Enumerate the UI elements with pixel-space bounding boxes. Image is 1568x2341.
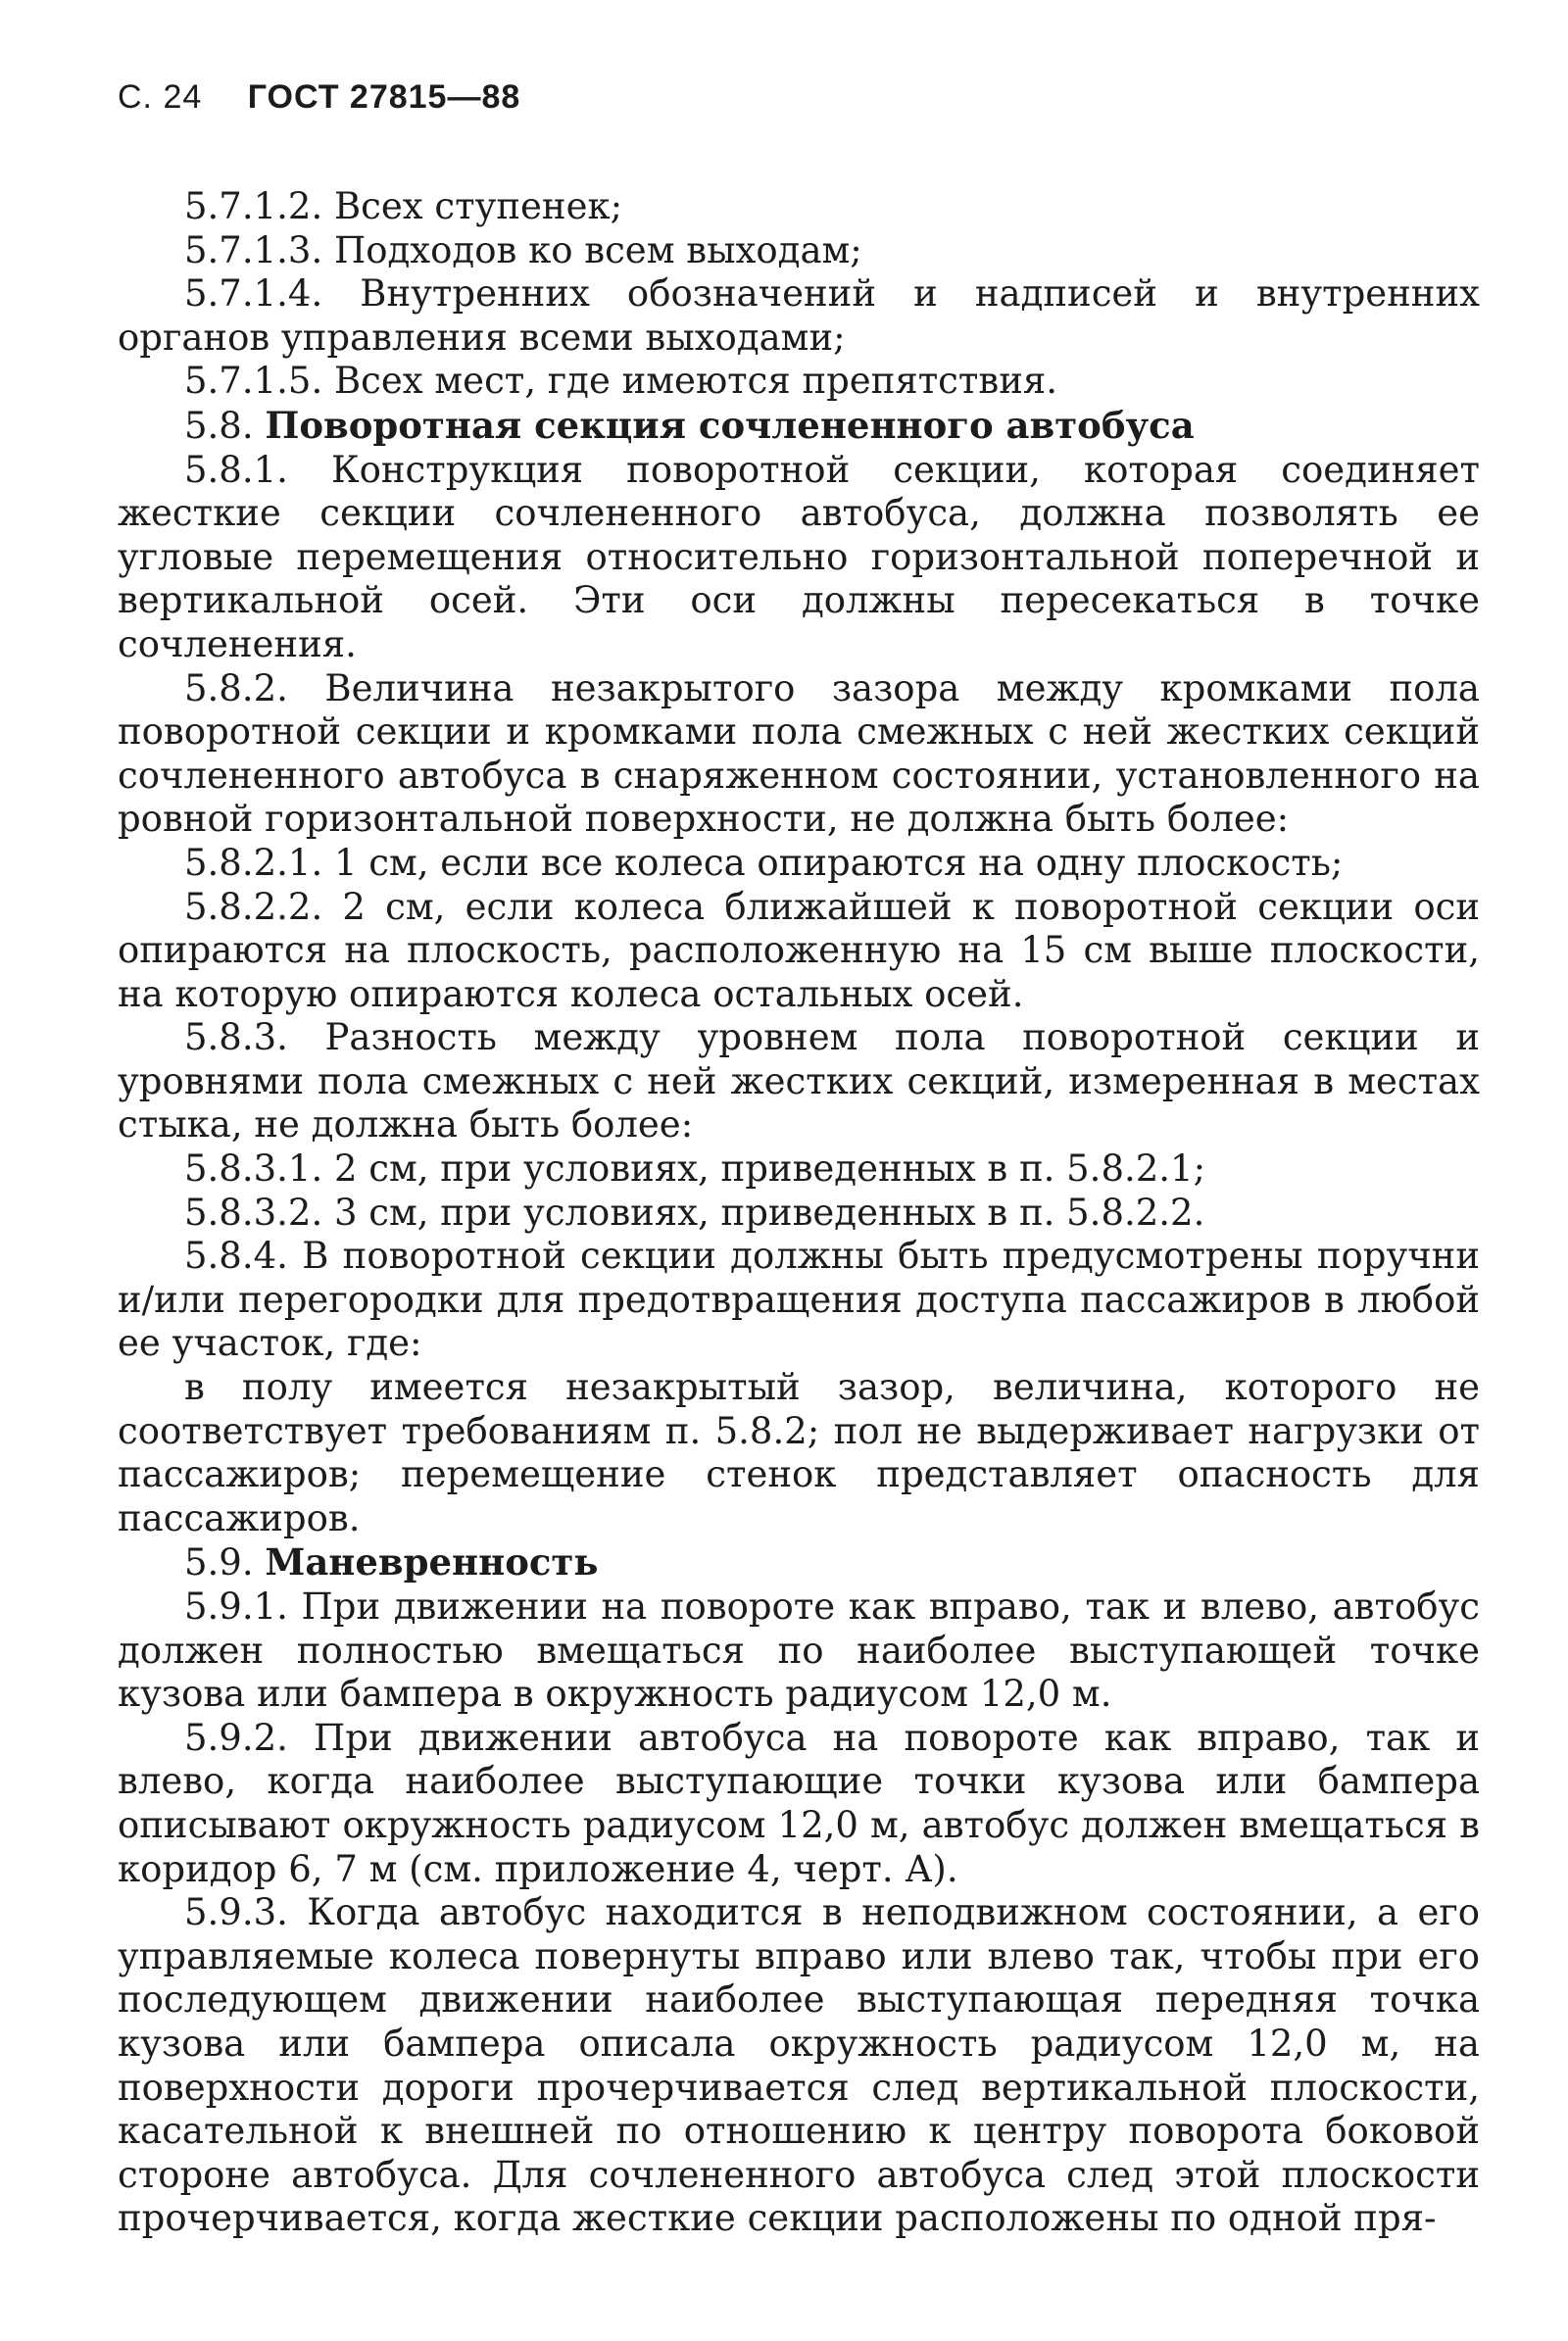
paragraph: 5.7.1.4. Внутренних обозначений и надписей и внутренних органов управления всеми выходами; bbox=[118, 272, 1480, 359]
document-body bbox=[118, 185, 1480, 2241]
paragraph: 5.8.2. Величина незакрытого зазора между кромками пола поворотной секции и кромками пола смежных с ней жестких секций сочлененного автобуса в снаряженном состоянии, установленного на ровной горизонтальной поверхности, не должна быть более: bbox=[118, 666, 1480, 841]
paragraph: 5.8.2.1. 1 см, если все колеса опираются на одну плоскость; bbox=[184, 841, 1344, 884]
section-title: Маневренность bbox=[265, 1540, 599, 1585]
paragraph: 5.8.2.2. 2 см, если колеса ближайшей к поворотной секции оси опираются на плоскость, расположенную на 15 см выше плоскости, на которую опираются колеса остальных осей. bbox=[118, 885, 1480, 1015]
standard-designation: ГОСТ 27815—88 bbox=[247, 78, 521, 116]
section-heading-5-8 bbox=[118, 404, 1480, 449]
paragraph: 5.7.1.5. Всех мест, где имеются препятствия. bbox=[184, 360, 1057, 403]
paragraph: 5.9.1. При движении на повороте как вправо, так и влево, автобус должен полностью вмещаться по наиболее выступающей точке кузова или бампера в окружность радиусом 12,0 м. bbox=[118, 1585, 1480, 1716]
section-number: 5.9. bbox=[184, 1541, 254, 1585]
paragraph: 5.8.4. В поворотной секции должны быть предусмотрены поручни и/или перегородки для предотвращения доступа пассажиров в любой ее участок, где: bbox=[118, 1235, 1480, 1365]
paragraph: 5.7.1.3. Подходов ко всем выходам; bbox=[184, 228, 862, 271]
section-heading-5-9 bbox=[118, 1540, 1480, 1585]
paragraph: 5.7.1.2. Всех ступенек; bbox=[184, 185, 623, 227]
paragraph: в полу имеется незакрытый зазор, величина, которого не соответствует требованиям п. 5.8.2; пол не выдерживает нагрузки от пассажиров; перемещение стенок представляет опасность для пассажиров. bbox=[118, 1366, 1480, 1539]
paragraph: 5.8.3. Разность между уровнем пола поворотной секции и уровнями пола смежных с ней жестких секций, измеренная в местах стыка, не должна быть более: bbox=[118, 1016, 1480, 1146]
paragraph: 5.8.3.2. 3 см, при условиях, приведенных в п. 5.8.2.2. bbox=[184, 1191, 1205, 1234]
running-header bbox=[118, 78, 1480, 117]
paragraph: 5.8.1. Конструкция поворотной секции, которая соединяет жесткие секции сочлененного автобуса, должна позволять ее угловые перемещения относительно горизонтальной поперечной и вертикальной осей. Эти оси должны пересекаться в точке сочленения. bbox=[118, 448, 1480, 665]
paragraph: 5.9.2. При движении автобуса на повороте как вправо, так и влево, когда наиболее выступающие точки кузова или бампера описывают окружность радиусом 12,0 м, автобус должен вмещаться в коридор 6, 7 м (см. приложение 4, черт. А). bbox=[118, 1716, 1480, 1890]
page-number: С. 24 bbox=[118, 78, 203, 116]
section-title: Поворотная секция сочлененного автобуса bbox=[265, 403, 1195, 447]
paragraph: 5.9.3. Когда автобус находится в неподвижном состоянии, а его управляемые колеса повернуты вправо или влево так, чтобы при его последующем движении наиболее выступающая передняя точка кузова или бампера описала окружность радиусом 12,0 м, на поверхности дороги прочерчивается след вертикальной плоскости, касательной к внешней по отношению к центру поворота боковой стороне автобуса. Для сочлененного автобуса след этой плоскости прочерчивается, когда жесткие секции расположены по одной пря- bbox=[118, 1891, 1480, 2240]
section-number: 5.8. bbox=[184, 404, 254, 447]
document-page bbox=[118, 78, 1480, 2241]
paragraph: 5.8.3.1. 2 см, при условиях, приведенных в п. 5.8.2.1; bbox=[184, 1147, 1206, 1191]
